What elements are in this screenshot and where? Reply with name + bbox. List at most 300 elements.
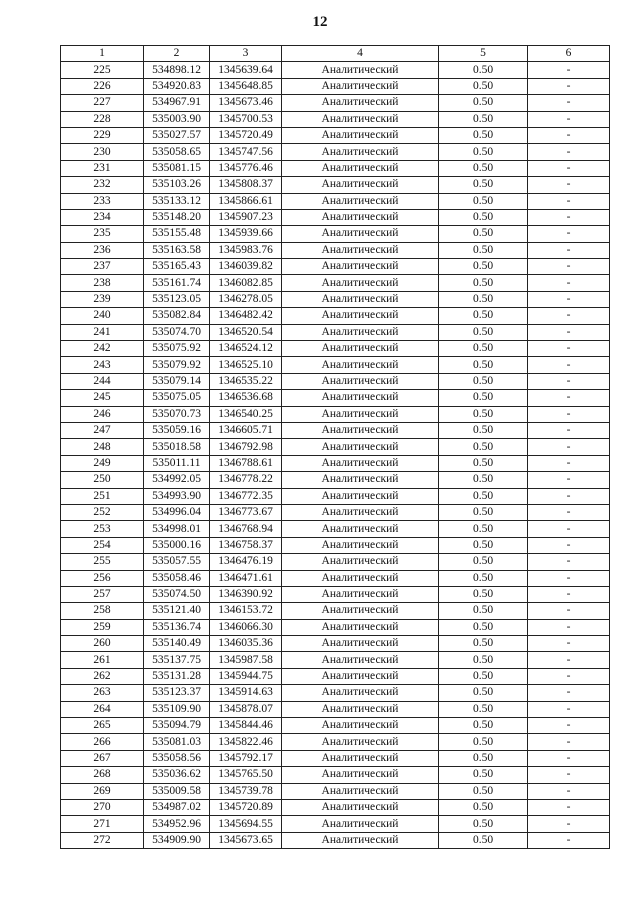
y-coordinate-cell: 1346082.85 (210, 275, 282, 291)
method-cell: Аналитический (282, 291, 439, 307)
method-cell: Аналитический (282, 472, 439, 488)
x-coordinate-cell: 534920.83 (144, 78, 210, 94)
x-coordinate-cell: 535081.03 (144, 734, 210, 750)
method-cell: Аналитический (282, 455, 439, 471)
table-row (61, 341, 610, 357)
accuracy-cell: 0.50 (439, 62, 528, 78)
x-coordinate-cell: 535070.73 (144, 406, 210, 422)
y-coordinate-cell: 1346540.25 (210, 406, 282, 422)
accuracy-cell: 0.50 (439, 406, 528, 422)
accuracy-cell: 0.50 (439, 455, 528, 471)
method-cell: Аналитический (282, 95, 439, 111)
point-number-cell: 236 (61, 242, 144, 258)
table-row (61, 95, 610, 111)
x-coordinate-cell: 534992.05 (144, 472, 210, 488)
y-coordinate-cell: 1345907.23 (210, 209, 282, 225)
table-row (61, 521, 610, 537)
method-cell: Аналитический (282, 504, 439, 520)
note-cell: - (528, 783, 610, 799)
table-row (61, 144, 610, 160)
accuracy-cell: 0.50 (439, 750, 528, 766)
note-cell: - (528, 734, 610, 750)
table-row (61, 668, 610, 684)
y-coordinate-cell: 1346153.72 (210, 603, 282, 619)
accuracy-cell: 0.50 (439, 422, 528, 438)
accuracy-cell: 0.50 (439, 439, 528, 455)
point-number-cell: 265 (61, 718, 144, 734)
y-coordinate-cell: 1345673.65 (210, 832, 282, 848)
point-number-cell: 235 (61, 226, 144, 242)
y-coordinate-cell: 1345983.76 (210, 242, 282, 258)
accuracy-cell: 0.50 (439, 816, 528, 832)
method-cell: Аналитический (282, 193, 439, 209)
accuracy-cell: 0.50 (439, 767, 528, 783)
y-coordinate-cell: 1346525.10 (210, 357, 282, 373)
y-coordinate-cell: 1346792.98 (210, 439, 282, 455)
y-coordinate-cell: 1346390.92 (210, 586, 282, 602)
accuracy-cell: 0.50 (439, 619, 528, 635)
method-cell: Аналитический (282, 422, 439, 438)
method-cell: Аналитический (282, 62, 439, 78)
x-coordinate-cell: 535058.65 (144, 144, 210, 160)
note-cell: - (528, 439, 610, 455)
point-number-cell: 244 (61, 373, 144, 389)
table-row (61, 193, 610, 209)
y-coordinate-cell: 1346520.54 (210, 324, 282, 340)
note-cell: - (528, 78, 610, 94)
x-coordinate-cell: 535163.58 (144, 242, 210, 258)
note-cell: - (528, 390, 610, 406)
point-number-cell: 266 (61, 734, 144, 750)
point-number-cell: 237 (61, 259, 144, 275)
point-number-cell: 225 (61, 62, 144, 78)
note-cell: - (528, 357, 610, 373)
point-number-cell: 233 (61, 193, 144, 209)
table-row (61, 373, 610, 389)
note-cell: - (528, 537, 610, 553)
y-coordinate-cell: 1346535.22 (210, 373, 282, 389)
accuracy-cell: 0.50 (439, 636, 528, 652)
method-cell: Аналитический (282, 439, 439, 455)
point-number-cell: 254 (61, 537, 144, 553)
table-row (61, 488, 610, 504)
x-coordinate-cell: 535123.05 (144, 291, 210, 307)
method-cell: Аналитический (282, 586, 439, 602)
point-number-cell: 270 (61, 799, 144, 815)
point-number-cell: 228 (61, 111, 144, 127)
table-row (61, 767, 610, 783)
x-coordinate-cell: 535155.48 (144, 226, 210, 242)
accuracy-cell: 0.50 (439, 734, 528, 750)
note-cell: - (528, 62, 610, 78)
method-cell: Аналитический (282, 537, 439, 553)
column-header: 4 (282, 46, 439, 62)
x-coordinate-cell: 535000.16 (144, 537, 210, 553)
accuracy-cell: 0.50 (439, 652, 528, 668)
method-cell: Аналитический (282, 390, 439, 406)
note-cell: - (528, 193, 610, 209)
accuracy-cell: 0.50 (439, 718, 528, 734)
y-coordinate-cell: 1345700.53 (210, 111, 282, 127)
point-number-cell: 252 (61, 504, 144, 520)
accuracy-cell: 0.50 (439, 78, 528, 94)
note-cell: - (528, 406, 610, 422)
table-row (61, 422, 610, 438)
note-cell: - (528, 718, 610, 734)
y-coordinate-cell: 1345914.63 (210, 685, 282, 701)
x-coordinate-cell: 535081.15 (144, 160, 210, 176)
table-row (61, 406, 610, 422)
column-header: 2 (144, 46, 210, 62)
table-row (61, 554, 610, 570)
method-cell: Аналитический (282, 357, 439, 373)
point-number-cell: 268 (61, 767, 144, 783)
y-coordinate-cell: 1345720.49 (210, 127, 282, 143)
accuracy-cell: 0.50 (439, 324, 528, 340)
table-row (61, 603, 610, 619)
point-number-cell: 253 (61, 521, 144, 537)
y-coordinate-cell: 1346772.35 (210, 488, 282, 504)
note-cell: - (528, 767, 610, 783)
table-row (61, 160, 610, 176)
method-cell: Аналитический (282, 570, 439, 586)
point-number-cell: 243 (61, 357, 144, 373)
x-coordinate-cell: 535058.56 (144, 750, 210, 766)
method-cell: Аналитический (282, 160, 439, 176)
accuracy-cell: 0.50 (439, 701, 528, 717)
method-cell: Аналитический (282, 816, 439, 832)
accuracy-cell: 0.50 (439, 160, 528, 176)
y-coordinate-cell: 1346773.67 (210, 504, 282, 520)
note-cell: - (528, 668, 610, 684)
table-row (61, 242, 610, 258)
table-body (61, 62, 610, 849)
point-number-cell: 246 (61, 406, 144, 422)
x-coordinate-cell: 534998.01 (144, 521, 210, 537)
note-cell: - (528, 144, 610, 160)
accuracy-cell: 0.50 (439, 554, 528, 570)
method-cell: Аналитический (282, 619, 439, 635)
point-number-cell: 256 (61, 570, 144, 586)
x-coordinate-cell: 535018.58 (144, 439, 210, 455)
accuracy-cell: 0.50 (439, 521, 528, 537)
table-row (61, 718, 610, 734)
note-cell: - (528, 455, 610, 471)
point-number-cell: 245 (61, 390, 144, 406)
x-coordinate-cell: 534967.91 (144, 95, 210, 111)
note-cell: - (528, 324, 610, 340)
note-cell: - (528, 554, 610, 570)
y-coordinate-cell: 1346758.37 (210, 537, 282, 553)
accuracy-cell: 0.50 (439, 783, 528, 799)
y-coordinate-cell: 1345822.46 (210, 734, 282, 750)
method-cell: Аналитический (282, 259, 439, 275)
x-coordinate-cell: 535036.62 (144, 767, 210, 783)
table-row (61, 226, 610, 242)
point-number-cell: 229 (61, 127, 144, 143)
table-row (61, 570, 610, 586)
y-coordinate-cell: 1345765.50 (210, 767, 282, 783)
table-row (61, 619, 610, 635)
accuracy-cell: 0.50 (439, 504, 528, 520)
note-cell: - (528, 586, 610, 602)
x-coordinate-cell: 535057.55 (144, 554, 210, 570)
accuracy-cell: 0.50 (439, 242, 528, 258)
x-coordinate-cell: 535121.40 (144, 603, 210, 619)
method-cell: Аналитический (282, 373, 439, 389)
accuracy-cell: 0.50 (439, 668, 528, 684)
accuracy-cell: 0.50 (439, 537, 528, 553)
note-cell: - (528, 422, 610, 438)
y-coordinate-cell: 1345673.46 (210, 95, 282, 111)
x-coordinate-cell: 535148.20 (144, 209, 210, 225)
method-cell: Аналитический (282, 799, 439, 815)
x-coordinate-cell: 535103.26 (144, 177, 210, 193)
x-coordinate-cell: 535074.50 (144, 586, 210, 602)
accuracy-cell: 0.50 (439, 308, 528, 324)
note-cell: - (528, 226, 610, 242)
x-coordinate-cell: 535079.14 (144, 373, 210, 389)
accuracy-cell: 0.50 (439, 685, 528, 701)
method-cell: Аналитический (282, 144, 439, 160)
method-cell: Аналитический (282, 701, 439, 717)
table-header-row (61, 46, 610, 62)
point-number-cell: 249 (61, 455, 144, 471)
y-coordinate-cell: 1345944.75 (210, 668, 282, 684)
x-coordinate-cell: 535003.90 (144, 111, 210, 127)
table-row (61, 357, 610, 373)
table-row (61, 799, 610, 815)
method-cell: Аналитический (282, 209, 439, 225)
x-coordinate-cell: 535137.75 (144, 652, 210, 668)
x-coordinate-cell: 534996.04 (144, 504, 210, 520)
method-cell: Аналитический (282, 177, 439, 193)
note-cell: - (528, 259, 610, 275)
note-cell: - (528, 701, 610, 717)
table-row (61, 783, 610, 799)
method-cell: Аналитический (282, 652, 439, 668)
x-coordinate-cell: 535131.28 (144, 668, 210, 684)
point-number-cell: 240 (61, 308, 144, 324)
table-row (61, 701, 610, 717)
table-row (61, 390, 610, 406)
method-cell: Аналитический (282, 685, 439, 701)
table-row (61, 62, 610, 78)
accuracy-cell: 0.50 (439, 111, 528, 127)
y-coordinate-cell: 1346778.22 (210, 472, 282, 488)
accuracy-cell: 0.50 (439, 390, 528, 406)
y-coordinate-cell: 1346788.61 (210, 455, 282, 471)
note-cell: - (528, 472, 610, 488)
table-row (61, 685, 610, 701)
note-cell: - (528, 341, 610, 357)
column-header: 5 (439, 46, 528, 62)
point-number-cell: 261 (61, 652, 144, 668)
point-number-cell: 242 (61, 341, 144, 357)
y-coordinate-cell: 1345776.46 (210, 160, 282, 176)
table-row (61, 259, 610, 275)
note-cell: - (528, 799, 610, 815)
point-number-cell: 269 (61, 783, 144, 799)
accuracy-cell: 0.50 (439, 259, 528, 275)
y-coordinate-cell: 1345694.55 (210, 816, 282, 832)
y-coordinate-cell: 1345739.78 (210, 783, 282, 799)
method-cell: Аналитический (282, 767, 439, 783)
x-coordinate-cell: 534909.90 (144, 832, 210, 848)
point-number-cell: 259 (61, 619, 144, 635)
x-coordinate-cell: 535075.92 (144, 341, 210, 357)
point-number-cell: 238 (61, 275, 144, 291)
note-cell: - (528, 242, 610, 258)
point-number-cell: 255 (61, 554, 144, 570)
point-number-cell: 231 (61, 160, 144, 176)
accuracy-cell: 0.50 (439, 357, 528, 373)
method-cell: Аналитический (282, 324, 439, 340)
y-coordinate-cell: 1345639.64 (210, 62, 282, 78)
note-cell: - (528, 832, 610, 848)
accuracy-cell: 0.50 (439, 832, 528, 848)
method-cell: Аналитический (282, 226, 439, 242)
table-row (61, 652, 610, 668)
table-row (61, 455, 610, 471)
point-number-cell: 226 (61, 78, 144, 94)
point-number-cell: 262 (61, 668, 144, 684)
y-coordinate-cell: 1345648.85 (210, 78, 282, 94)
method-cell: Аналитический (282, 734, 439, 750)
note-cell: - (528, 95, 610, 111)
note-cell: - (528, 521, 610, 537)
y-coordinate-cell: 1346035.36 (210, 636, 282, 652)
coordinates-table (60, 45, 610, 849)
method-cell: Аналитический (282, 832, 439, 848)
method-cell: Аналитический (282, 242, 439, 258)
x-coordinate-cell: 535161.74 (144, 275, 210, 291)
note-cell: - (528, 685, 610, 701)
y-coordinate-cell: 1345808.37 (210, 177, 282, 193)
accuracy-cell: 0.50 (439, 472, 528, 488)
x-coordinate-cell: 535009.58 (144, 783, 210, 799)
y-coordinate-cell: 1346768.94 (210, 521, 282, 537)
accuracy-cell: 0.50 (439, 209, 528, 225)
method-cell: Аналитический (282, 554, 439, 570)
method-cell: Аналитический (282, 636, 439, 652)
method-cell: Аналитический (282, 341, 439, 357)
accuracy-cell: 0.50 (439, 341, 528, 357)
accuracy-cell: 0.50 (439, 275, 528, 291)
note-cell: - (528, 111, 610, 127)
point-number-cell: 227 (61, 95, 144, 111)
x-coordinate-cell: 534952.96 (144, 816, 210, 832)
accuracy-cell: 0.50 (439, 144, 528, 160)
y-coordinate-cell: 1345747.56 (210, 144, 282, 160)
method-cell: Аналитический (282, 406, 439, 422)
method-cell: Аналитический (282, 521, 439, 537)
table-row (61, 472, 610, 488)
table-row (61, 504, 610, 520)
note-cell: - (528, 603, 610, 619)
method-cell: Аналитический (282, 718, 439, 734)
y-coordinate-cell: 1345987.58 (210, 652, 282, 668)
method-cell: Аналитический (282, 308, 439, 324)
accuracy-cell: 0.50 (439, 95, 528, 111)
y-coordinate-cell: 1346476.19 (210, 554, 282, 570)
method-cell: Аналитический (282, 783, 439, 799)
method-cell: Аналитический (282, 111, 439, 127)
method-cell: Аналитический (282, 668, 439, 684)
x-coordinate-cell: 534993.90 (144, 488, 210, 504)
x-coordinate-cell: 535082.84 (144, 308, 210, 324)
method-cell: Аналитический (282, 78, 439, 94)
table-row (61, 439, 610, 455)
x-coordinate-cell: 535011.11 (144, 455, 210, 471)
y-coordinate-cell: 1345720.89 (210, 799, 282, 815)
table-row (61, 586, 610, 602)
accuracy-cell: 0.50 (439, 799, 528, 815)
method-cell: Аналитический (282, 603, 439, 619)
y-coordinate-cell: 1346482.42 (210, 308, 282, 324)
table-row (61, 127, 610, 143)
table-row (61, 209, 610, 225)
note-cell: - (528, 619, 610, 635)
x-coordinate-cell: 535094.79 (144, 718, 210, 734)
y-coordinate-cell: 1346605.71 (210, 422, 282, 438)
point-number-cell: 248 (61, 439, 144, 455)
x-coordinate-cell: 535165.43 (144, 259, 210, 275)
x-coordinate-cell: 535058.46 (144, 570, 210, 586)
x-coordinate-cell: 534987.02 (144, 799, 210, 815)
y-coordinate-cell: 1345844.46 (210, 718, 282, 734)
x-coordinate-cell: 535079.92 (144, 357, 210, 373)
x-coordinate-cell: 535136.74 (144, 619, 210, 635)
point-number-cell: 234 (61, 209, 144, 225)
x-coordinate-cell: 535109.90 (144, 701, 210, 717)
note-cell: - (528, 504, 610, 520)
note-cell: - (528, 816, 610, 832)
table-row (61, 275, 610, 291)
point-number-cell: 239 (61, 291, 144, 307)
column-header: 3 (210, 46, 282, 62)
note-cell: - (528, 750, 610, 766)
note-cell: - (528, 209, 610, 225)
column-header: 1 (61, 46, 144, 62)
point-number-cell: 263 (61, 685, 144, 701)
point-number-cell: 251 (61, 488, 144, 504)
note-cell: - (528, 177, 610, 193)
point-number-cell: 250 (61, 472, 144, 488)
table-row (61, 308, 610, 324)
method-cell: Аналитический (282, 750, 439, 766)
note-cell: - (528, 488, 610, 504)
x-coordinate-cell: 535075.05 (144, 390, 210, 406)
table-row (61, 177, 610, 193)
accuracy-cell: 0.50 (439, 127, 528, 143)
point-number-cell: 258 (61, 603, 144, 619)
x-coordinate-cell: 535074.70 (144, 324, 210, 340)
table-row (61, 734, 610, 750)
x-coordinate-cell: 535133.12 (144, 193, 210, 209)
method-cell: Аналитический (282, 127, 439, 143)
note-cell: - (528, 570, 610, 586)
y-coordinate-cell: 1345792.17 (210, 750, 282, 766)
y-coordinate-cell: 1345878.07 (210, 701, 282, 717)
y-coordinate-cell: 1346536.68 (210, 390, 282, 406)
x-coordinate-cell: 535027.57 (144, 127, 210, 143)
point-number-cell: 271 (61, 816, 144, 832)
accuracy-cell: 0.50 (439, 603, 528, 619)
note-cell: - (528, 373, 610, 389)
page-number: 12 (312, 14, 328, 30)
table-row (61, 636, 610, 652)
